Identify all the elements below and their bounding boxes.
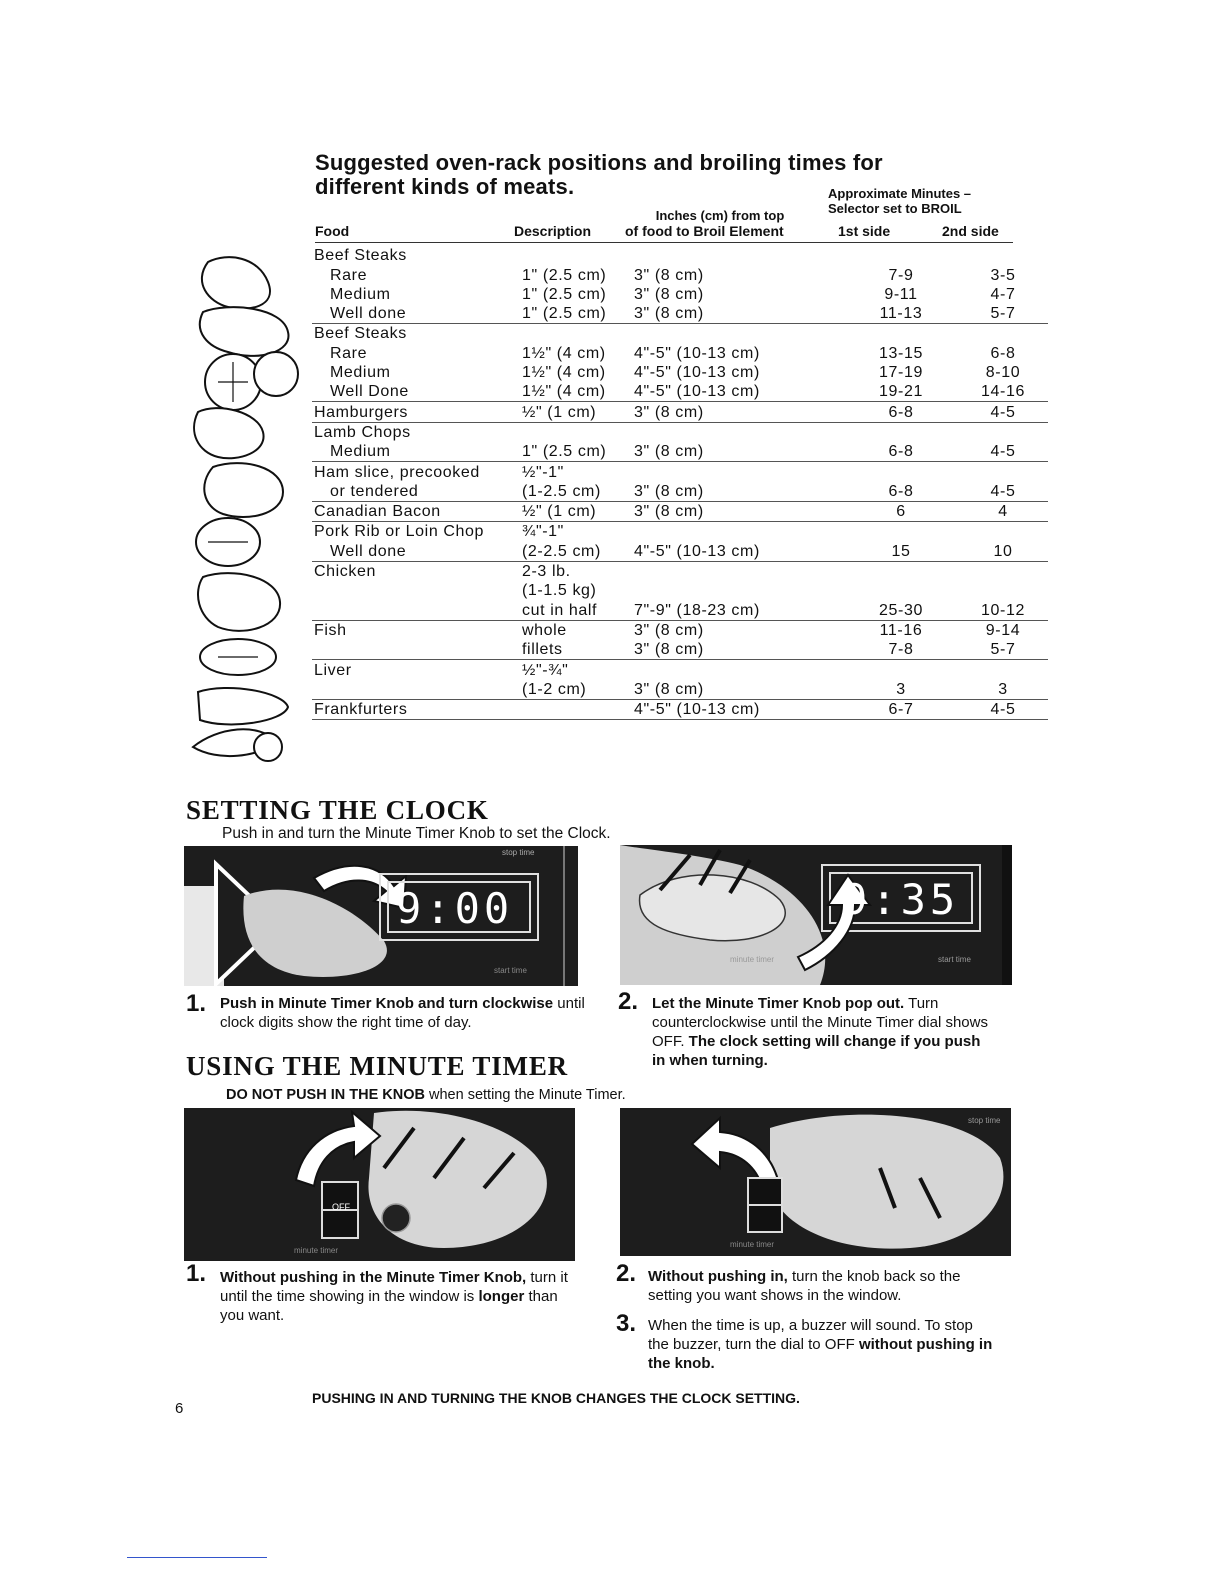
table-row [312,522,1048,542]
table-cell-desc: ½"-¾" [522,661,569,679]
table-row [312,422,1048,442]
table-cell-second: 5-7 [958,304,1048,324]
table-cell-food: Well Done [312,382,520,402]
table-cell-inch [632,246,844,265]
table-cell-desc [520,324,632,344]
table-cell-food: Medium [312,442,520,462]
timer-photo-2 [620,1108,1011,1256]
table-cell-desc: ½" (1 cm) [520,402,632,422]
table-cell-desc [520,246,632,265]
table-cell-inch [632,422,844,442]
table-row [312,561,1048,581]
minute-timer-label-4: minute timer [730,1240,775,1249]
table-cell-desc: (1-2 cm) [520,680,632,700]
table-cell-inch: 4"-5" (10-13 cm) [634,344,760,362]
table-cell-second: 10 [958,541,1048,561]
table-row [312,581,1048,600]
table-cell-first: 7-9 [888,266,914,284]
table-cell-first: 3 [844,680,958,700]
table-cell-food: Medium [330,364,391,382]
header-first-side: 1st side [838,223,891,239]
table-cell-food [312,600,520,620]
table-cell-food: Rare [330,266,368,284]
table-cell-desc: 1" (2.5 cm) [520,304,632,324]
table-cell-first [844,581,958,600]
minute-timer-label-2: minute timer [730,955,775,964]
table-cell-second: 14-16 [958,382,1048,402]
clock-intro: Push in and turn the Minute Timer Knob to set the Clock. [222,825,611,842]
table-cell-desc: fillets [520,640,632,660]
table-cell-first [844,462,958,482]
table-row [312,304,1048,324]
table-cell-desc: cut in half [520,600,632,620]
table-cell-desc: whole [522,621,567,639]
table-cell-second: 10-12 [958,600,1048,620]
table-cell-desc: (2-2.5 cm) [520,541,632,561]
table-cell-food: Beef Steaks [314,247,407,265]
minute-timer-label-3: minute timer [294,1246,339,1255]
table-cell-inch: 3" (8 cm) [634,266,704,284]
table-cell-second: 4-5 [958,402,1048,422]
header-description: Description [514,223,592,239]
table-cell-inch: 3" (8 cm) [634,621,704,639]
table-cell-desc: 1" (2.5 cm) [522,285,607,303]
timer-step3-text: When the time is up, a buzzer will sound. To stop the buzzer, turn the dial to OFF without pushing in the knob. [648,1317,993,1372]
header-food: Food [315,223,350,239]
table-cell-first: 25-30 [844,600,958,620]
table-cell-first: 19-21 [844,382,958,402]
table-row [312,600,1048,620]
table-cell-first: 11-16 [879,621,923,639]
table-cell-food: Hamburgers [312,402,520,422]
header-second-side: 2nd side [942,223,999,239]
table-cell-inch: 3" (8 cm) [632,501,844,521]
table-cell-inch: 3" (8 cm) [632,304,844,324]
table-row [312,541,1048,561]
table-cell-inch: 3" (8 cm) [632,442,844,462]
table-cell-food: Beef Steaks [314,325,407,343]
table-cell-inch: 4"-5" (10-13 cm) [632,541,844,561]
table-cell-food [312,680,520,700]
table-cell-desc: ½"-1" [522,463,564,481]
table-cell-inch: 4"-5" (10-13 cm) [632,382,844,402]
table-row [312,660,1048,680]
stop-time-label-1: stop time [502,848,535,857]
table-cell-inch [632,660,844,680]
table-row [312,343,1048,362]
footer-note: PUSHING IN AND TURNING THE KNOB CHANGES THE CLOCK SETTING. [312,1390,800,1406]
table-cell-first [844,324,958,344]
timer-step3-number: 3. [616,1310,637,1337]
table-cell-desc: 1½" (4 cm) [522,364,606,382]
table-cell-second: 3-5 [990,266,1016,284]
table-cell-first [844,561,958,581]
table-cell-second: 4 [958,501,1048,521]
table-cell-food: Canadian Bacon [312,501,520,521]
stop-time-label-4: stop time [968,1116,1001,1125]
table-cell-first [844,660,958,680]
table-cell-second [958,422,1048,442]
table-cell-second: 9-14 [985,621,1021,639]
table-cell-desc: ½" (1 cm) [520,501,632,521]
table-cell-food: Pork Rib or Loin Chop [314,523,485,541]
timer-photo-1 [184,1108,575,1261]
table-cell-inch [632,324,844,344]
timer-step2-number: 2. [616,1260,637,1287]
table-cell-second [958,581,1048,600]
table-cell-first: 6-8 [844,482,958,502]
table-cell-inch: 4"-5" (10-13 cm) [632,699,844,719]
table-cell-first: 15 [844,541,958,561]
table-cell-food: Lamb Chops [314,423,411,441]
table-cell-inch [632,581,844,600]
table-cell-desc: 1" (2.5 cm) [522,266,607,284]
table-cell-food: Frankfurters [312,699,520,719]
clock-photo-2 [620,845,1012,985]
table-cell-food: Well done [312,304,520,324]
table-cell-second [958,522,1048,542]
table-cell-desc: 1½" (4 cm) [520,382,632,402]
table-cell-first: 13-15 [879,344,923,362]
table-cell-first: 9-11 [884,285,918,303]
table-cell-desc: 2-3 lb. [522,563,571,581]
clock-step2-text: Let the Minute Timer Knob pop out. Turn counterclockwise until the Minute Timer dial shows OFF. The clock setting will change if you push in when turning. [652,995,988,1069]
timer-step1-text: Without pushing in the Minute Timer Knob, turn it until the time showing in the window is longer than you want. [220,1269,568,1324]
clock-step1-text: Push in Minute Timer Knob and turn clockwise until clock digits show the right time of day. [220,995,585,1031]
timer-step1-number: 1. [186,1260,207,1287]
table-cell-inch: 7"-9" (18-23 cm) [632,600,844,620]
clock-heading: SETTING THE CLOCK [186,795,489,825]
clock-display-1: 9:00 [396,884,514,933]
table-cell-second [958,246,1048,265]
table-cell-inch [632,561,844,581]
table-cell-first: 6 [844,501,958,521]
clock-step1-number: 1. [186,990,207,1017]
table-cell-food: Ham slice, precooked [314,463,480,481]
table-cell-second: 4-5 [958,442,1048,462]
table-cell-first [844,422,958,442]
table-cell-first: 17-19 [879,364,923,382]
table-row [312,246,1048,265]
table-row [312,462,1048,482]
table-cell-food: Rare [330,344,368,362]
table-row [312,285,1048,304]
table-cell-first: 7-8 [844,640,958,660]
table-cell-desc [520,699,632,719]
table-cell-desc: (1-2.5 cm) [520,482,632,502]
table-cell-second: 4-5 [958,699,1048,719]
table-cell-second: 5-7 [958,640,1048,660]
table-cell-second [958,462,1048,482]
table-row [312,699,1048,719]
start-time-label-2: start time [938,955,971,964]
table-cell-inch: 4"-5" (10-13 cm) [634,364,760,382]
table-cell-second: 8-10 [985,364,1021,382]
bottom-rule [127,1557,267,1558]
timer-intro: DO NOT PUSH IN THE KNOB when setting the Minute Timer. [226,1087,626,1103]
table-cell-first: 11-13 [844,304,958,324]
table-row [312,680,1048,700]
table-cell-second [958,561,1048,581]
table-cell-desc: (1-1.5 kg) [522,582,597,600]
table-cell-inch: 3" (8 cm) [632,402,844,422]
table-row [312,324,1048,344]
table-cell-food: Liver [314,661,352,679]
table-cell-first: 6-8 [844,442,958,462]
inches-column-heading: Inches (cm) from top [655,208,785,223]
table-cell-desc: ¾"-1" [522,523,564,541]
table-cell-inch: 3" (8 cm) [632,482,844,502]
table-cell-food: Well done [312,541,520,561]
table-row [312,640,1048,660]
table-cell-desc: 1" (2.5 cm) [520,442,632,462]
table-cell-food: Chicken [314,563,377,581]
start-time-label-1: start time [494,966,527,975]
table-cell-first: 6-8 [844,402,958,422]
table-cell-food: Medium [330,285,391,303]
table-cell-food: or tendered [312,482,520,502]
table-cell-food [312,581,520,600]
table-cell-second: 4-7 [990,285,1016,303]
table-cell-inch: 3" (8 cm) [632,640,844,660]
header-rule [315,242,1013,243]
minutes-column-heading: Approximate Minutes – Selector set to BROIL [828,186,972,216]
table-title: Suggested oven-rack positions and broiling times for different kinds of meats. [315,150,883,199]
table-cell-first [844,246,958,265]
header-inches: of food to Broil Element [625,223,784,239]
table-row [312,363,1048,382]
page-number: 6 [175,1400,184,1417]
meat-illustration [188,252,300,766]
table-cell-first: 6-7 [844,699,958,719]
table-row [312,501,1048,521]
table-cell-inch [632,462,844,482]
table-cell-second: 4-5 [958,482,1048,502]
table-cell-inch: 3" (8 cm) [634,285,704,303]
table-cell-second: 6-8 [990,344,1016,362]
table-cell-inch: 3" (8 cm) [632,680,844,700]
table-cell-second [958,660,1048,680]
table-row [312,620,1048,640]
table-row [312,382,1048,402]
table-row [312,442,1048,462]
broiling-table [312,246,1048,720]
clock-step2-number: 2. [618,988,639,1015]
table-cell-desc: 1½" (4 cm) [522,344,606,362]
table-cell-desc [520,422,632,442]
table-cell-food: Fish [314,621,347,639]
table-cell-food [312,640,520,660]
table-row [312,265,1048,284]
table-row [312,402,1048,422]
table-cell-second [958,324,1048,344]
timer-dial-off-label: OFF [332,1202,350,1212]
table-cell-second: 3 [958,680,1048,700]
timer-step2-text: Without pushing in, turn the knob back so the setting you want shows in the window. [648,1268,961,1304]
clock-display-2: 9:35 [842,875,960,924]
timer-heading: USING THE MINUTE TIMER [186,1051,568,1081]
table-cell-first [844,522,958,542]
table-row [312,482,1048,502]
table-cell-inch [632,522,844,542]
clock-photo-1 [184,846,578,986]
